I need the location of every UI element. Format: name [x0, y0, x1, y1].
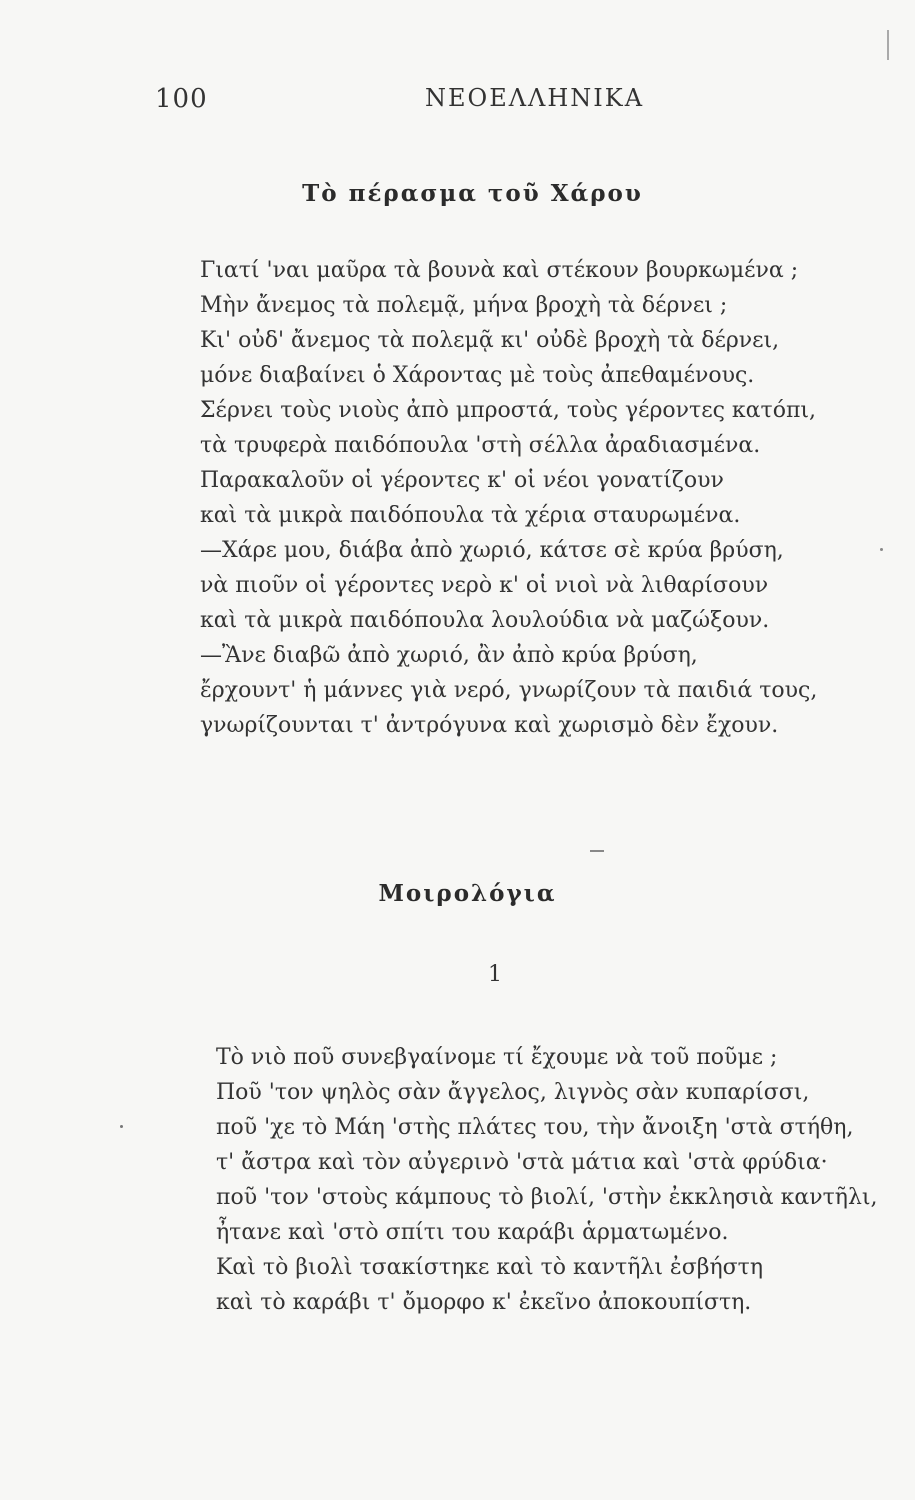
poem-moirologi-1 [216, 1040, 878, 1320]
poem-line: Κι' οὐδ' ἄνεμος τὰ πολεμᾷ κι' οὐδὲ βροχὴ τὰ δέρνει, [200, 328, 780, 353]
poem-title-charos: Τὸ πέρασμα τοῦ Χάρου [302, 180, 643, 207]
poem-line: ἔρχουντ' ἡ μάννες γιὰ νερό, γνωρίζουν τὰ παιδιά τους, [200, 678, 818, 703]
poem-line: ποῦ 'χε τὸ Μάη 'στὴς πλάτες του, τὴν ἄνοιξη 'στὰ στήθη, [216, 1115, 854, 1140]
poem-line: Καὶ τὸ βιολὶ τσακίστηκε καὶ τὸ καντῆλι ἐσβήστη [216, 1255, 764, 1280]
section-divider [590, 850, 604, 852]
poem-line: καὶ τὸ καράβι τ' ὄμορφο κ' ἐκεῖνο ἀποκουπίστη. [216, 1290, 752, 1315]
page-edge-mark [887, 30, 889, 60]
poem-line: μόνε διαβαίνει ὁ Χάροντας μὲ τοὺς ἀπεθαμένους. [200, 363, 755, 388]
poem-line: ποῦ 'τον 'στοὺς κάμπους τὸ βιολί, 'στὴν ἐκκλησιὰ καντῆλι, [216, 1185, 878, 1210]
poem-line: Τὸ νιὸ ποῦ συνεβγαίνομε τί ἔχουμε νὰ τοῦ ποῦμε ; [216, 1045, 778, 1070]
poem-line: —Ἂνε διαβῶ ἀπὸ χωριό, ἂν ἀπὸ κρύα βρύση, [200, 643, 698, 668]
section-title-moirologia: Μοιρολόγια [378, 880, 557, 907]
poem-line: γνωρίζουνται τ' ἀντρόγυνα καὶ χωρισμὸ δὲν ἔχουν. [200, 713, 779, 738]
poem-line: τ' ἄστρα καὶ τὸν αὐγερινὸ 'στὰ μάτια καὶ 'στὰ φρύδια· [216, 1150, 828, 1175]
poem-line: καὶ τὰ μικρὰ παιδόπουλα τὰ χέρια σταυρωμένα. [200, 503, 741, 528]
poem-line: νὰ πιοῦν οἱ γέροντες νερὸ κ' οἱ νιοὶ νὰ λιθαρίσουν [200, 573, 769, 598]
poem-line: Παρακαλοῦν οἱ γέροντες κ' οἱ νέοι γονατίζουν [200, 468, 724, 493]
print-speck [120, 1125, 123, 1128]
poem-line: Ποῦ 'τον ψηλὸς σὰν ἄγγελος, λιγνὸς σὰν κυπαρίσσι, [216, 1080, 810, 1105]
running-title: ΝΕΟΕΛΛΗΝΙΚΑ [425, 84, 645, 112]
poem-line: Μὴν ἄνεμος τὰ πολεμᾷ, μήνα βροχὴ τὰ δέρνει ; [200, 293, 728, 318]
page-number: 100 [155, 84, 208, 114]
poem-line: καὶ τὰ μικρὰ παιδόπουλα λουλούδια νὰ μαζώξουν. [200, 608, 770, 633]
poem-line: τὰ τρυφερὰ παιδόπουλα 'στὴ σέλλα ἀραδιασμένα. [200, 433, 761, 458]
print-speck [880, 548, 883, 551]
poem-number: 1 [488, 962, 502, 987]
poem-line: ἦτανε καὶ 'στὸ σπίτι του καράβι ἁρματωμένο. [216, 1220, 729, 1245]
poem-line: —Χάρε μου, διάβα ἀπὸ χωριό, κάτσε σὲ κρύα βρύση, [200, 538, 784, 563]
poem-charos [200, 253, 817, 743]
poem-line: Σέρνει τοὺς νιοὺς ἀπὸ μπροστά, τοὺς γέροντες κατόπι, [200, 398, 817, 423]
poem-line: Γιατί 'ναι μαῦρα τὰ βουνὰ καὶ στέκουν βουρκωμένα ; [200, 258, 799, 283]
